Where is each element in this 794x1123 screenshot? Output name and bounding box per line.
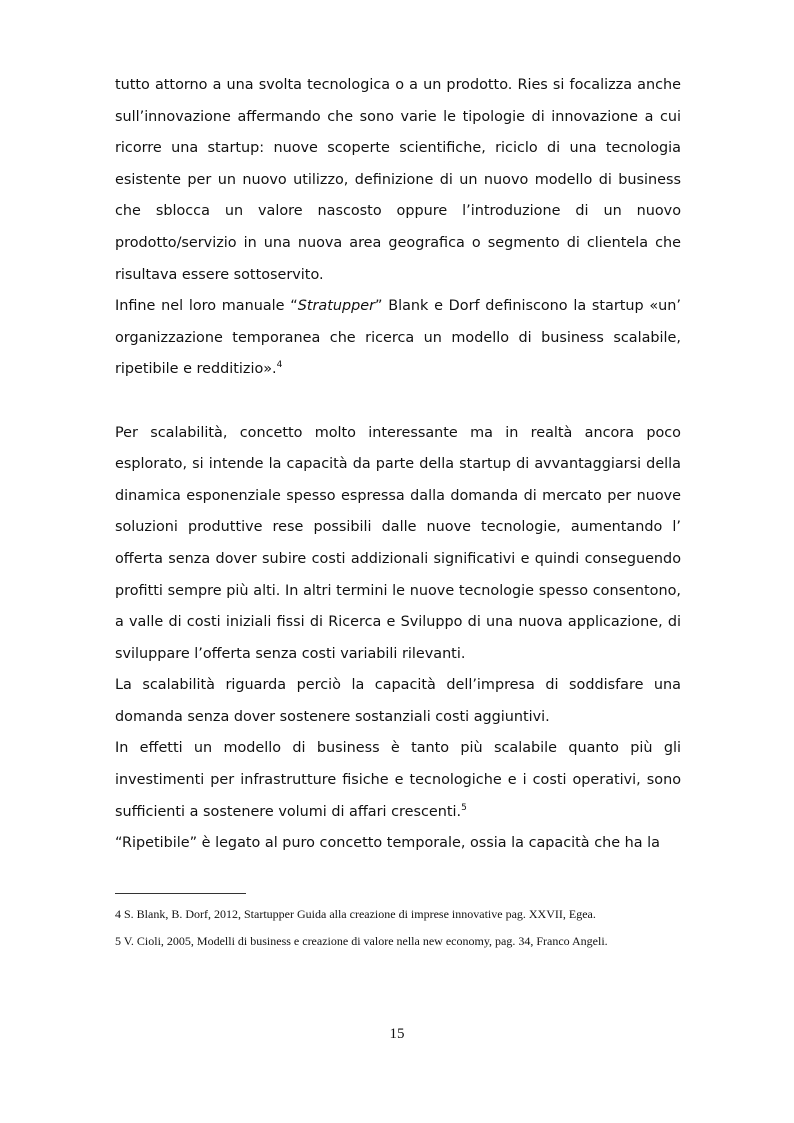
footnote-ref-5: 5	[461, 802, 467, 813]
footnote-4: 4 S. Blank, B. Dorf, 2012, Startupper Guida alla creazione di imprese innovative pag. XXVII, Egea.	[115, 907, 596, 921]
paragraph-5	[115, 733, 681, 828]
footnote-ref-4: 4	[276, 360, 283, 371]
body-text	[115, 70, 681, 860]
paragraph-2-before: Infine nel loro manuale “	[115, 298, 298, 315]
paragraph-1: tutto attorno a una svolta tecnologica o a un prodotto. Ries si focalizza anche sull’innovazione affermando che sono varie le tipologie di innovazione a cui ricorre una startup: nuove scoperte scientifiche, riciclo di una tecnologia esistente per un nuovo utilizzo, definizione di un nuovo modello di business che sblocca un valore nascosto oppure l’introduzione di un nuovo prodotto/servizio in una nuova area geografica o segmento di clientela che risultava essere sottoservito.	[115, 77, 681, 283]
footnote-5: 5 V. Cioli, 2005, Modelli di business e creazione di valore nella new economy, pag. 34, Franco Angeli.	[115, 934, 608, 948]
page-number: 15	[389, 1026, 405, 1042]
paragraph-6: “Ripetibile” è legato al puro concetto temporale, ossia la capacità che ha la	[115, 835, 660, 852]
paragraph-gap	[115, 386, 681, 418]
paragraph-5-text: In effetti un modello di business è tanto più scalabile quanto più gli investimenti per infrastrutture fisiche e tecnologiche e i costi operativi, sono sufficienti a sostenere volumi di affari crescenti.	[115, 740, 681, 820]
paragraph-2	[115, 291, 681, 386]
book-title: Stratupper	[297, 298, 376, 315]
paragraph-4: La scalabilità riguarda perciò la capacità dell’impresa di soddisfare una domanda senza dover sostenere sostanziali costi aggiuntivi.	[115, 677, 681, 725]
footnote-divider	[115, 893, 246, 894]
paragraph-2-after: ” Blank e Dorf definiscono la startup «un’ organizzazione temporanea che ricerca un modello di business scalabile, ripetibile e redditizio».	[115, 298, 681, 378]
footnotes	[115, 901, 715, 955]
paragraph-3: Per scalabilità, concetto molto interessante ma in realtà ancora poco esplorato, si intende la capacità da parte della startup di avvantaggiarsi della dinamica esponenziale spesso espressa dalla domanda di mercato per nuove soluzioni produttive rese possibili dalle nuove tecnologie, aumentando l’ offerta senza dover subire costi addizionali significativi e quindi conseguendo profitti sempre più alti. In altri termini le nuove tecnologie spesso consentono, a valle di costi iniziali fissi di Ricerca e Sviluppo di una nuova applicazione, di sviluppare l’offerta senza costi variabili rilevanti.	[115, 424, 681, 662]
